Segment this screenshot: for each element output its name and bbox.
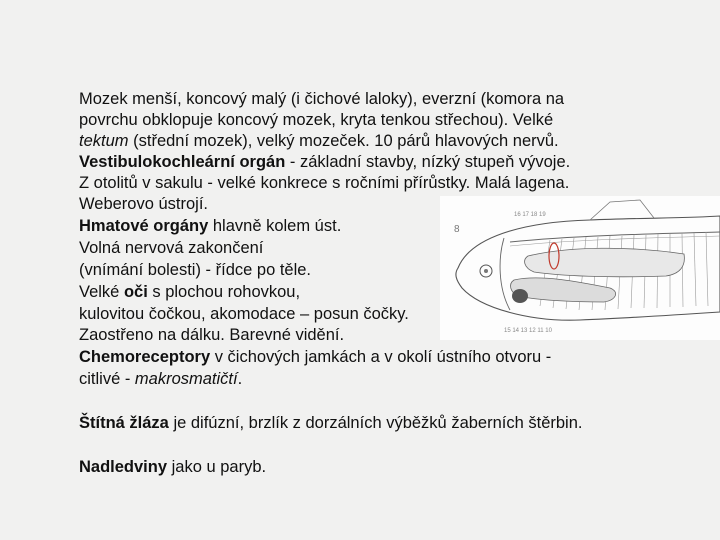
term-eyes: oči	[123, 283, 148, 301]
dorsal-fin-line	[590, 200, 654, 220]
text-line-eyes-1: Velké oči s plochou rohovkou,	[79, 283, 301, 301]
text-line-weber: Weberovo ústrojí.	[79, 195, 209, 213]
text-line-brain-2: povrchu obklopuje koncový mozek, kryta tenkou střechou). Velké	[79, 111, 554, 129]
term-thyroid: Štítná žláza	[79, 414, 169, 432]
text-line-thyroid: Štítná žláza je difúzní, brzlík z dorzálních výběžků žaberních štěrbin.	[79, 414, 583, 432]
gill-cover-line	[500, 238, 510, 310]
text-line-nerve-endings: Volná nervová zakončení	[79, 239, 264, 257]
figure-label: 8	[454, 224, 460, 235]
figure-bottom-numbers: 15 14 13 12 11 10	[504, 328, 552, 334]
term-chemoreceptors: Chemoreceptory	[79, 348, 211, 366]
term-vestibulocochlear: Vestibulokochleární orgán	[79, 153, 286, 171]
text-line-eyes-2: kulovitou čočkou, akomodace – posun čočky.	[79, 305, 409, 323]
text-line-eyes-3: Zaostřeno na dálku. Barevné vidění.	[79, 326, 345, 344]
text-line-chemo-2: citlivé - makrosmatičtí.	[79, 370, 243, 388]
figure-top-numbers: 16 17 18 19	[514, 212, 546, 218]
text-line-brain-3: tektum (střední mozek), velký mozeček. 10 párů hlavových nervů.	[79, 132, 559, 150]
text-line-brain-1: Mozek menší, koncový malý (i čichové laloky), everzní (komora na	[79, 90, 565, 108]
fish-anatomy-drawing	[440, 196, 720, 340]
fish-anatomy-figure	[440, 196, 720, 340]
spine-line-2	[510, 236, 720, 246]
text-line-adrenal: Nadledviny jako u paryb.	[79, 458, 267, 476]
text-line-vestibular: Vestibulokochleární orgán - základní stavby, nízký stupeň vývoje.	[79, 153, 571, 171]
term-tektum: tektum	[79, 132, 129, 150]
pupil-icon	[484, 269, 488, 273]
text-line-otoliths: Z otolitů v sakulu - velké konkrece s ročními přírůstky. Malá lagena.	[79, 174, 570, 192]
text-line-pain: (vnímání bolesti) - řídce po těle.	[79, 261, 312, 279]
term-adrenal: Nadledviny	[79, 458, 168, 476]
term-touch-organs: Hmatové orgány	[79, 217, 209, 235]
term-makrosmaticti: makrosmatičtí	[134, 370, 238, 388]
text-line-chemo-1: Chemoreceptory v čichových jamkách a v okolí ústního otvoru -	[79, 348, 552, 366]
heart-shape	[512, 289, 528, 303]
text-line-touch: Hmatové orgány hlavně kolem úst.	[79, 217, 342, 235]
